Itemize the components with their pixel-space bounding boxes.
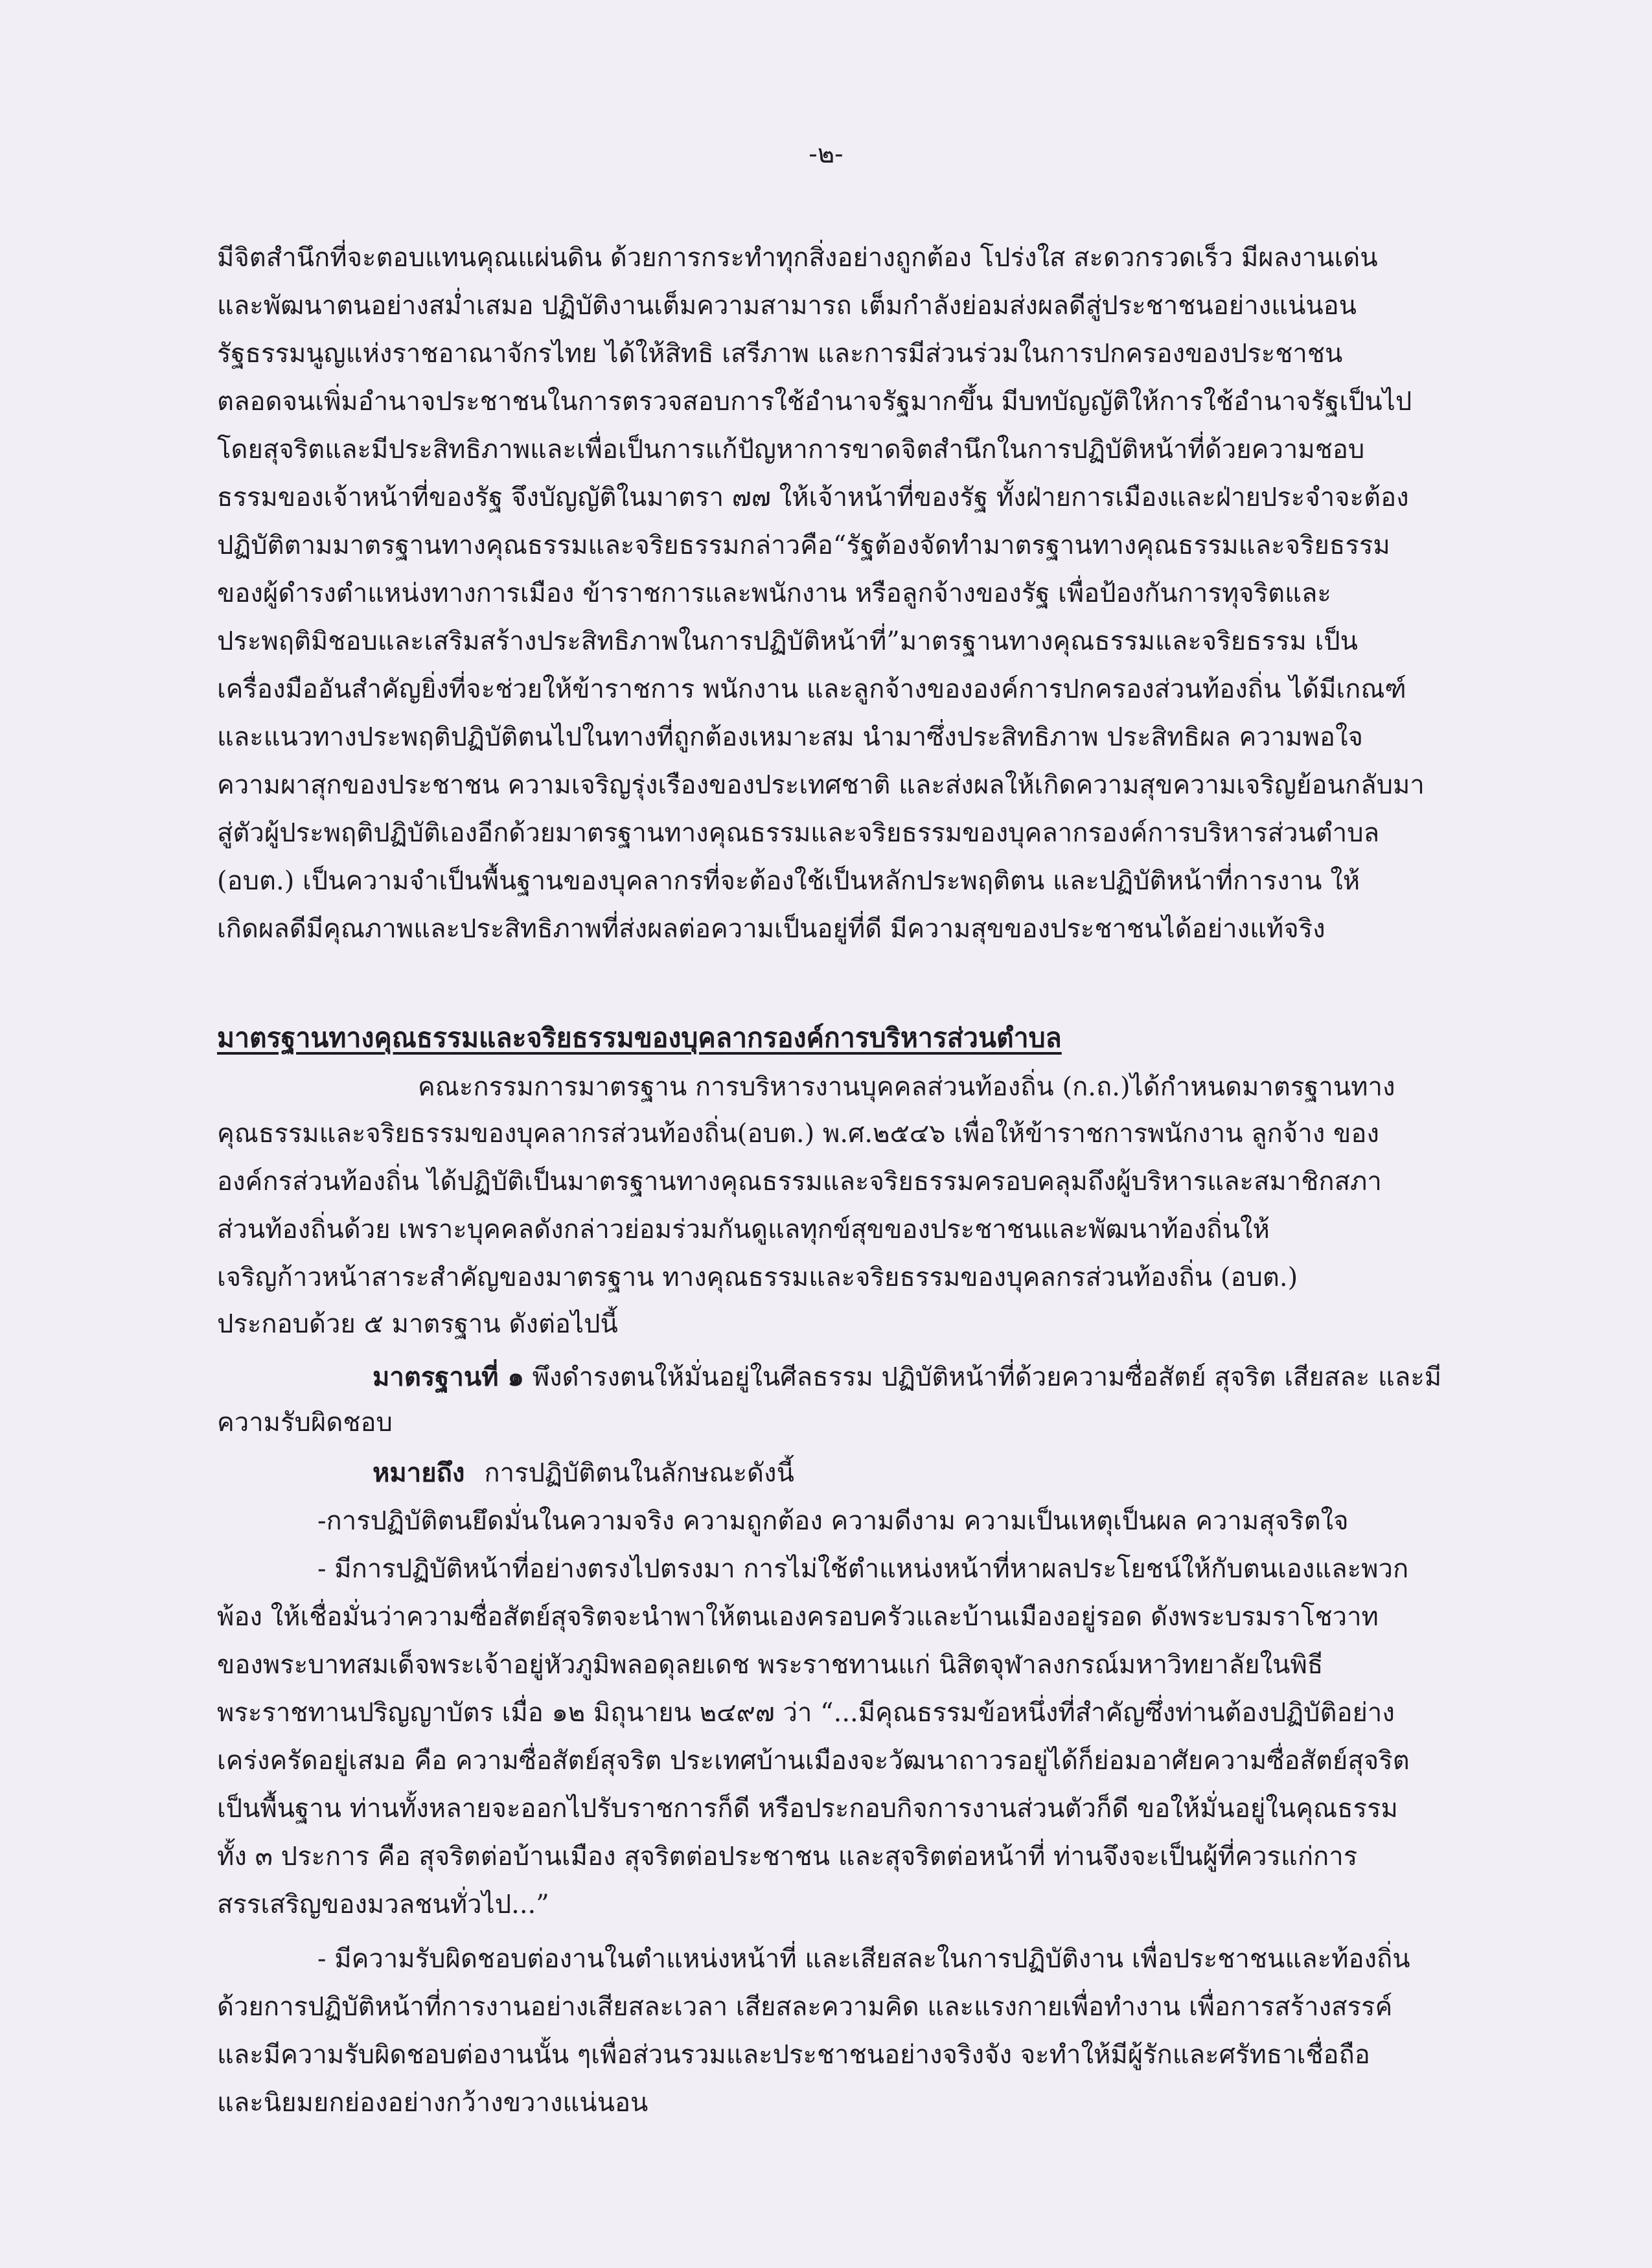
body-line: โดยสุจริตและมีประสิทธิภาพและเพื่อเป็นการแก้ปัญหาการขาดจิตสำนึกในการปฏิบัติหน้าที่ด้วยความชอบ xyxy=(217,435,1365,464)
meaning-text: การปฏิบัติตนในลักษณะดังนี้ xyxy=(484,1458,794,1488)
meaning-line xyxy=(373,1455,1603,1491)
body-line: (อบต.) เป็นความจำเป็นพื้นฐานของบุคลากรที่จะต้องใช้เป็นหลักประพฤติตน และปฏิบัติหน้าที่การงาน ให้ xyxy=(217,866,1360,896)
body-line: รัฐธรรมนูญแห่งราชอาณาจักรไทย ได้ให้สิทธิ เสรีภาพ และการมีส่วนร่วมในการปกครองของประชาชน xyxy=(217,339,1343,369)
body-line: เกิดผลดีมีคุณภาพและประสิทธิภาพที่ส่งผลต่อความเป็นอยู่ที่ดี มีความสุขของประชาชนได้อย่างแท้จริง xyxy=(217,914,1325,944)
body-line: ของผู้ดำรงตำแหน่งทางการเมือง ข้าราชการและพนักงาน หรือลูกจ้างของรัฐ เพื่อป้องกันการทุจริตและ xyxy=(217,578,1331,608)
meaning-label: หมายถึง xyxy=(373,1458,465,1488)
body-line: เป็นพื้นฐาน ท่านทั้งหลายจะออกไปรับราชการก็ดี หรือประกอบกิจการงานส่วนตัวก็ดี ขอให้มั่นอยู่ในคุณธรรม xyxy=(217,1794,1398,1824)
body-line: ทั้ง ๓ ประการ คือ สุจริตต่อบ้านเมือง สุจริตต่อประชาชน และสุจริตต่อหน้าที่ ท่านจึงจะเป็นผู้ที่ควรแก่การ xyxy=(217,1842,1358,1872)
body-line: และพัฒนาตนอย่างสม่ำเสมอ ปฏิบัติงานเต็มความสามารถ เต็มกำลังย่อมส่งผลดีสู่ประชาชนอย่างแน่นอน xyxy=(217,291,1357,321)
bullet-line: - มีความรับผิดชอบต่องานในตำแหน่งหน้าที่ และเสียสละในการปฏิบัติงาน เพื่อประชาชนและท้องถิ่น xyxy=(317,1944,1410,1974)
body-line: คุณธรรมและจริยธรรมของบุคลากรส่วนท้องถิ่น(อบต.) พ.ศ.๒๕๔๖ เพื่อให้ข้าราชการพนักงาน ลูกจ้าง ของ xyxy=(217,1119,1379,1149)
standard-1-line xyxy=(373,1359,1603,1395)
body-line: ของพระบาทสมเด็จพระเจ้าอยู่หัวภูมิพลอดุลยเดช พระราชทานแก่ นิสิตจุฬาลงกรณ์มหาวิทยาลัยในพิธี xyxy=(217,1650,1324,1680)
body-line: พระราชทานปริญญาบัตร เมื่อ ๑๒ มิถุนายน ๒๔๙๗ ว่า “...มีคุณธรรมข้อหนึ่งที่สำคัญซึ่งท่านต้องปฏิบัติอย่าง xyxy=(217,1698,1395,1728)
body-line: ความผาสุกของประชาชน ความเจริญรุ่งเรืองของประเทศชาติ และส่งผลให้เกิดความสุขความเจริญย้อนกลับมา xyxy=(217,770,1425,800)
body-line: ประพฤติมิชอบและเสริมสร้างประสิทธิภาพในการปฏิบัติหน้าที่”มาตรฐานทางคุณธรรมและจริยธรรม เป็น xyxy=(217,626,1358,656)
body-line: และแนวทางประพฤติปฏิบัติตนไปในทางที่ถูกต้องเหมาะสม นำมาซึ่งประสิทธิภาพ ประสิทธิผล ความพอใจ xyxy=(217,722,1363,752)
body-line: องค์กรส่วนท้องถิ่น ได้ปฏิบัติเป็นมาตรฐานทางคุณธรรมและจริยธรรมครอบคลุมถึงผู้บริหารและสมาชิกสภา xyxy=(217,1167,1382,1197)
body-line: มีจิตสำนึกที่จะตอบแทนคุณแผ่นดิน ด้วยการกระทำทุกสิ่งอย่างถูกต้อง โปร่งใส สะดวกรวดเร็ว มีผลงานเด่น xyxy=(217,243,1378,273)
body-line: ประกอบด้วย ๕ มาตรฐาน ดังต่อไปนี้ xyxy=(217,1309,618,1339)
bullet-line: - มีการปฏิบัติหน้าที่อย่างตรงไปตรงมา การไม่ใช้ตำแหน่งหน้าที่หาผลประโยชน์ให้กับตนเองและพวก xyxy=(317,1554,1409,1584)
section-heading: มาตรฐานทางคุณธรรมและจริยธรรมของบุคลากรองค์การบริหารส่วนตำบล xyxy=(217,1022,1062,1053)
body-line: ความรับผิดชอบ xyxy=(217,1408,393,1438)
body-line: เคร่งครัดอยู่เสมอ คือ ความซื่อสัตย์สุจริต ประเทศบ้านเมืองจะวัฒนาถาวรอยู่ได้ก็ย่อมอาศัยความซื่อสัตย์สุจริต xyxy=(217,1746,1410,1776)
body-line: ส่วนท้องถิ่นด้วย เพราะบุคคลดังกล่าวย่อมร่วมกันดูแลทุกข์สุขของประชาชนและพัฒนาท้องถิ่นให้ xyxy=(217,1215,1270,1244)
body-line: ธรรมของเจ้าหน้าที่ของรัฐ จึงบัญญัติในมาตรา ๗๗ ให้เจ้าหน้าที่ของรัฐ ทั้งฝ่ายการเมืองและฝ่ายประจำจะต้อง xyxy=(217,483,1409,512)
body-line: สรรเสริญของมวลชนทั่วไป...” xyxy=(217,1890,549,1919)
body-line: สู่ตัวผู้ประพฤติปฏิบัติเองอีกด้วยมาตรฐานทางคุณธรรมและจริยธรรมของบุคลากรองค์การบริหารส่วนตำบล xyxy=(217,818,1380,848)
standard-1-text: พึงดำรงตนให้มั่นอยู่ในศีลธรรม ปฏิบัติหน้าที่ด้วยความซื่อสัตย์ สุจริต เสียสละ และมี xyxy=(523,1362,1442,1392)
body-line: เจริญก้าวหน้าสาระสำคัญของมาตรฐาน ทางคุณธรรมและจริยธรรมของบุคลกรส่วนท้องถิ่น (อบต.) xyxy=(217,1263,1298,1292)
page-number: -๒- xyxy=(809,139,843,169)
body-line: ปฏิบัติตามมาตรฐานทางคุณธรรมและจริยธรรมกล่าวคือ“รัฐต้องจัดทำมาตรฐานทางคุณธรรมและจริยธรรม xyxy=(217,531,1390,560)
body-line: และมีความรับผิดชอบต่องานนั้น ๆเพื่อส่วนรวมและประชาชนอย่างจริงจัง จะทำให้มีผู้รักและศรัทธาเชื่อถือ xyxy=(217,2040,1370,2070)
standard-1-label: มาตรฐานที่ ๑ xyxy=(373,1362,524,1392)
body-line: พ้อง ให้เชื่อมั่นว่าความซื่อสัตย์สุจริตจะนำพาให้ตนเองครอบครัวและบ้านเมืองอยู่รอด ดังพระบรมราโชวาท xyxy=(217,1602,1379,1632)
body-line: ด้วยการปฏิบัติหน้าที่การงานอย่างเสียสละเวลา เสียสละความคิด และแรงกายเพื่อทำงาน เพื่อการสร้างสรรค์ xyxy=(217,1992,1393,2022)
body-line: และนิยมยกย่องอย่างกว้างขวางแน่นอน xyxy=(217,2088,648,2118)
body-line: เครื่องมืออันสำคัญยิ่งที่จะช่วยให้ข้าราชการ พนักงาน และลูกจ้างขององค์การปกครองส่วนท้องถิ่น ได้มีเกณฑ์ xyxy=(217,674,1406,704)
body-line: คณะกรรมการมาตรฐาน การบริหารงานบุคคลส่วนท้องถิ่น (ก.ถ.)ได้กำหนดมาตรฐานทาง xyxy=(418,1072,1395,1102)
bullet-line: -การปฏิบัติตนยึดมั่นในความจริง ความถูกต้อง ความดีงาม ความเป็นเหตุเป็นผล ความสุจริตใจ xyxy=(317,1506,1349,1536)
body-line: ตลอดจนเพิ่มอำนาจประชาชนในการตรวจสอบการใช้อำนาจรัฐมากขึ้น มีบทบัญญัติให้การใช้อำนาจรัฐเป็นไป xyxy=(217,387,1412,417)
